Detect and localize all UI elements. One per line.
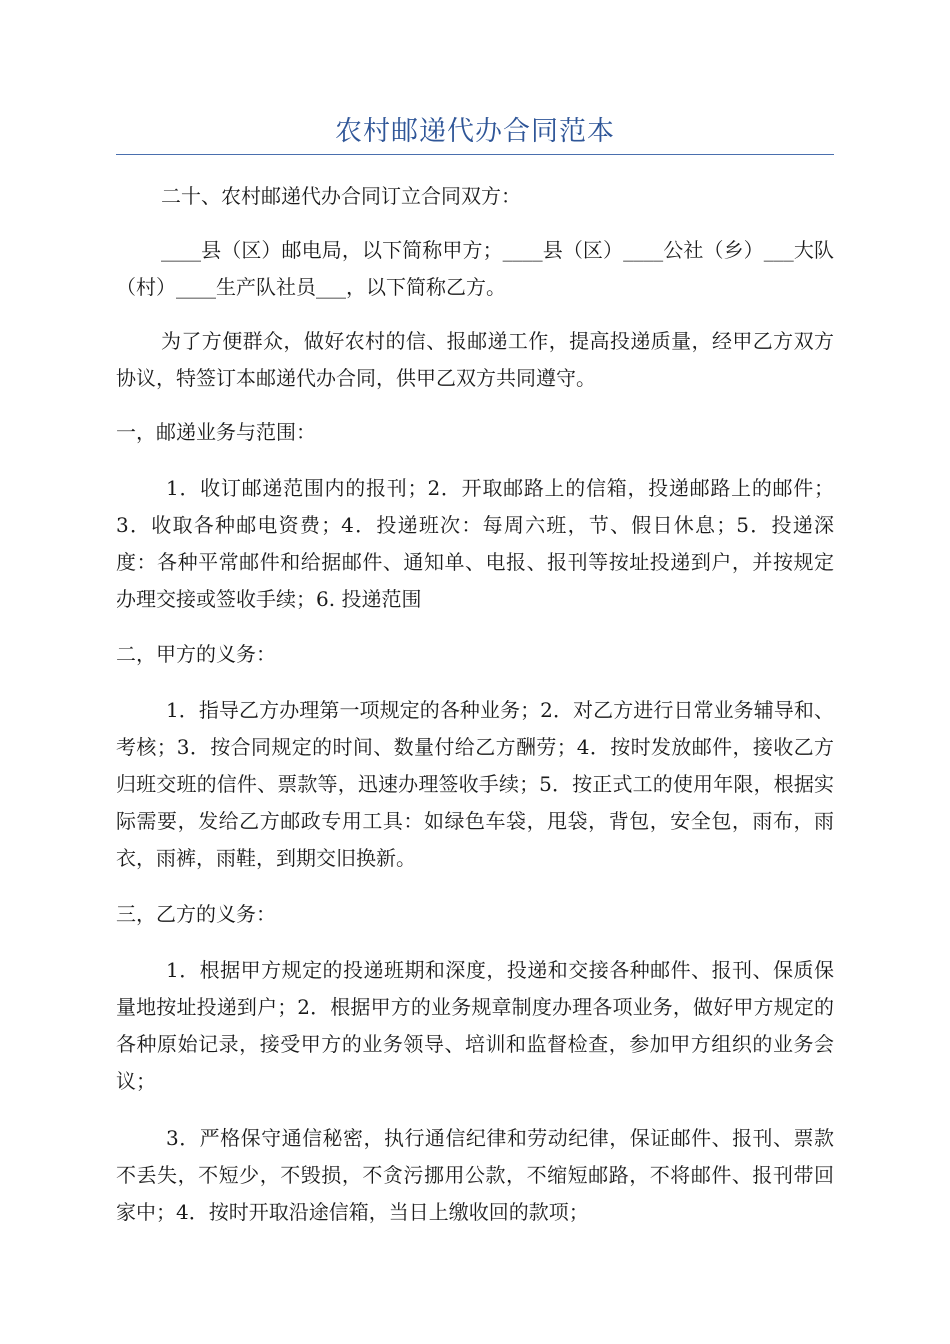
paragraph-purpose: 为了方便群众，做好农村的信、报邮递工作，提高投递质量，经甲乙方双方协议，特签订本邮递代办合同，供甲乙双方共同遵守。 [116,329,834,390]
paragraph-parties: ____县（区）邮电局，以下简称甲方；____县（区）____公社（乡）___大队（村）____生产队社员___，以下简称乙方。 [116,238,834,299]
section-heading-party-b: 三，乙方的义务： [116,902,276,926]
section-heading-scope: 一，邮递业务与范围： [116,420,316,444]
paragraph-parties-intro: 二十、农村邮递代办合同订立合同双方： [161,184,521,208]
paragraph-party-b-items-1: 1．根据甲方规定的投递班期和深度，投递和交接各种邮件、报刊、保质保量地按址投递到户；2．根据甲方的业务规章制度办理各项业务，做好甲方规定的各种原始记录，接受甲方的业务领导、培训和监督检查，参加甲方组织的业务会议； [116,958,834,1093]
paragraph-party-a-items: 1．指导乙方办理第一项规定的各种业务；2．对乙方进行日常业务辅导和、考核；3．按合同规定的时间、数量付给乙方酬劳；4．按时发放邮件，接收乙方归班交班的信件、票款等，迅速办理签收手续；5．按正式工的使用年限，根据实际需要，发给乙方邮政专用工具：如绿色车袋，甩袋，背包，安全包，雨布，雨衣，雨裤，雨鞋，到期交旧换新。 [116,698,834,870]
document-title: 农村邮递代办合同范本 [335,116,615,147]
paragraph-party-b-items-2: 3．严格保守通信秘密，执行通信纪律和劳动纪律，保证邮件、报刊、票款不丢失，不短少，不毁损，不贪污挪用公款，不缩短邮路，不将邮件、报刊带回家中；4．按时开取沿途信箱，当日上缴收回的款项； [116,1126,834,1224]
paragraph-scope-items: 1．收订邮递范围内的报刊；2．开取邮路上的信箱，投递邮路上的邮件；3．收取各种邮电资费；4．投递班次：每周六班，节、假日休息；5．投递深度：各种平常邮件和给据邮件、通知单、电报、报刊等按址投递到户，并按规定办理交接或签收手续；6. 投递范围 [116,476,834,611]
section-heading-party-a: 二，甲方的义务： [116,642,276,666]
title-underline [116,154,834,155]
